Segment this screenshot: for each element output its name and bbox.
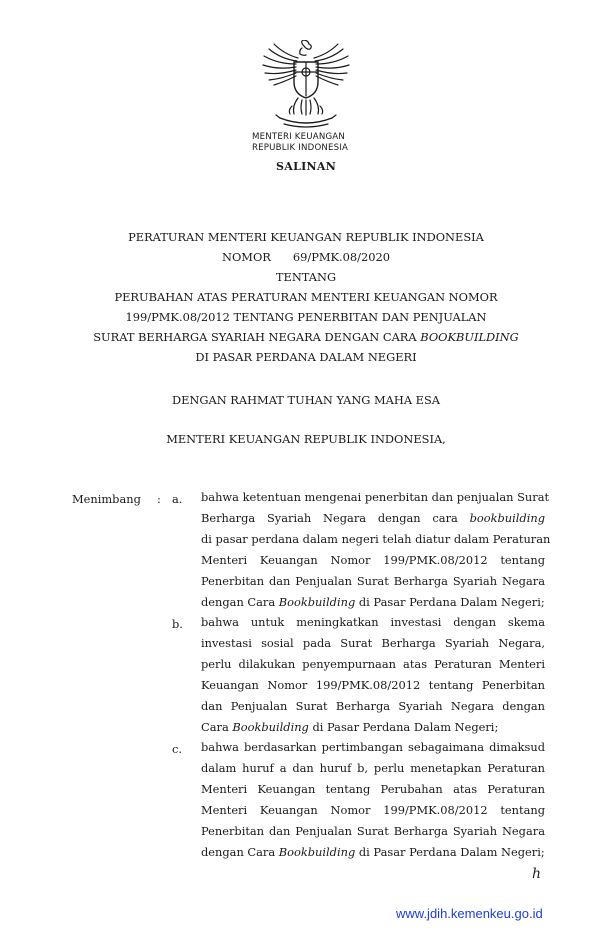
tentang-heading: TENTANG bbox=[275, 270, 337, 284]
item-c-line: dengan Cara Bookbuilding di Pasar Perdana Dalam Negeri; bbox=[201, 844, 545, 859]
item-b-line: bahwa untuk meningkatkan investasi dengan skema bbox=[201, 615, 545, 629]
subject-line-2: 199/PMK.08/2012 TENTANG PENERBITAN DAN PENJUALAN bbox=[125, 310, 487, 324]
item-a-line: di pasar perdana dalam negeri telah diatur dalam Peraturan bbox=[201, 531, 551, 546]
item-c-line: bahwa berdasarkan pertimbangan sebagaimana dimaksud bbox=[201, 740, 545, 754]
item-a-text bbox=[201, 487, 551, 612]
item-a-line: bahwa ketentuan mengenai penerbitan dan penjualan Surat bbox=[201, 490, 550, 504]
menimbang-label: Menimbang bbox=[72, 492, 141, 506]
item-c-line: Menteri Keuangan tentang Perubahan atas Peraturan bbox=[201, 781, 545, 796]
item-a-line: Berharga Syariah Negara dengan cara bookbuilding bbox=[201, 510, 545, 525]
item-b-line: dan Penjualan Surat Berharga Syariah Negara dengan bbox=[201, 698, 545, 713]
item-a-letter: a. bbox=[172, 492, 183, 506]
item-a-line: dengan Cara Bookbuilding di Pasar Perdana Dalam Negeri; bbox=[201, 594, 545, 609]
nomor-value: 69/PMK.08/2020 bbox=[292, 250, 390, 264]
garuda-emblem-icon bbox=[258, 40, 354, 130]
item-c-line: Penerbitan dan Penjualan Surat Berharga Syariah Negara bbox=[201, 823, 545, 838]
authority-line: MENTERI KEUANGAN REPUBLIK INDONESIA, bbox=[166, 432, 446, 446]
item-b-line: perlu dilakukan penyempurnaan atas Peraturan Menteri bbox=[201, 656, 545, 671]
subject-line-3-text: SURAT BERHARGA SYARIAH NEGARA DENGAN CARA bbox=[93, 330, 421, 344]
item-a-line: Penerbitan dan Penjualan Surat Berharga Syariah Negara bbox=[201, 573, 545, 588]
subject-line-3 bbox=[0, 330, 612, 344]
paraf-initial: h bbox=[532, 866, 542, 882]
ministry-line-1: MENTERI KEUANGAN bbox=[252, 132, 346, 142]
item-a-line: Menteri Keuangan Nomor 199/PMK.08/2012 tentang bbox=[201, 552, 545, 567]
subject-line-1: PERUBAHAN ATAS PERATURAN MENTERI KEUANGAN NOMOR bbox=[114, 290, 498, 304]
item-c-line: dalam huruf a dan huruf b, perlu menetapkan Peraturan bbox=[201, 760, 545, 775]
menimbang-colon: : bbox=[157, 492, 161, 506]
item-c-text bbox=[201, 737, 545, 862]
item-b-line: investasi sosial pada Surat Berharga Syariah Negara, bbox=[201, 635, 545, 650]
item-b-line: Keuangan Nomor 199/PMK.08/2012 tentang Penerbitan bbox=[201, 677, 545, 692]
ministry-header bbox=[252, 132, 348, 154]
ministry-line-2: REPUBLIK INDONESIA bbox=[252, 143, 349, 153]
subject-line-3-italic: BOOKBUILDING bbox=[420, 330, 519, 344]
nomor-label: NOMOR bbox=[221, 250, 271, 264]
invocation: DENGAN RAHMAT TUHAN YANG MAHA ESA bbox=[171, 393, 441, 407]
item-b-line: Cara Bookbuilding di Pasar Perdana Dalam Negeri; bbox=[201, 719, 499, 734]
regulation-title: PERATURAN MENTERI KEUANGAN REPUBLIK INDONESIA bbox=[128, 230, 484, 244]
item-c-line: Menteri Keuangan Nomor 199/PMK.08/2012 tentang bbox=[201, 802, 545, 817]
item-b-letter: b. bbox=[172, 617, 183, 631]
regulation-number bbox=[0, 250, 612, 264]
subject-line-4: DI PASAR PERDANA DALAM NEGERI bbox=[195, 350, 417, 364]
website-link[interactable]: www.jdih.kemenkeu.go.id bbox=[396, 906, 543, 921]
copy-label: SALINAN bbox=[276, 160, 337, 173]
item-c-letter: c. bbox=[172, 742, 183, 756]
item-b-text bbox=[201, 612, 545, 737]
